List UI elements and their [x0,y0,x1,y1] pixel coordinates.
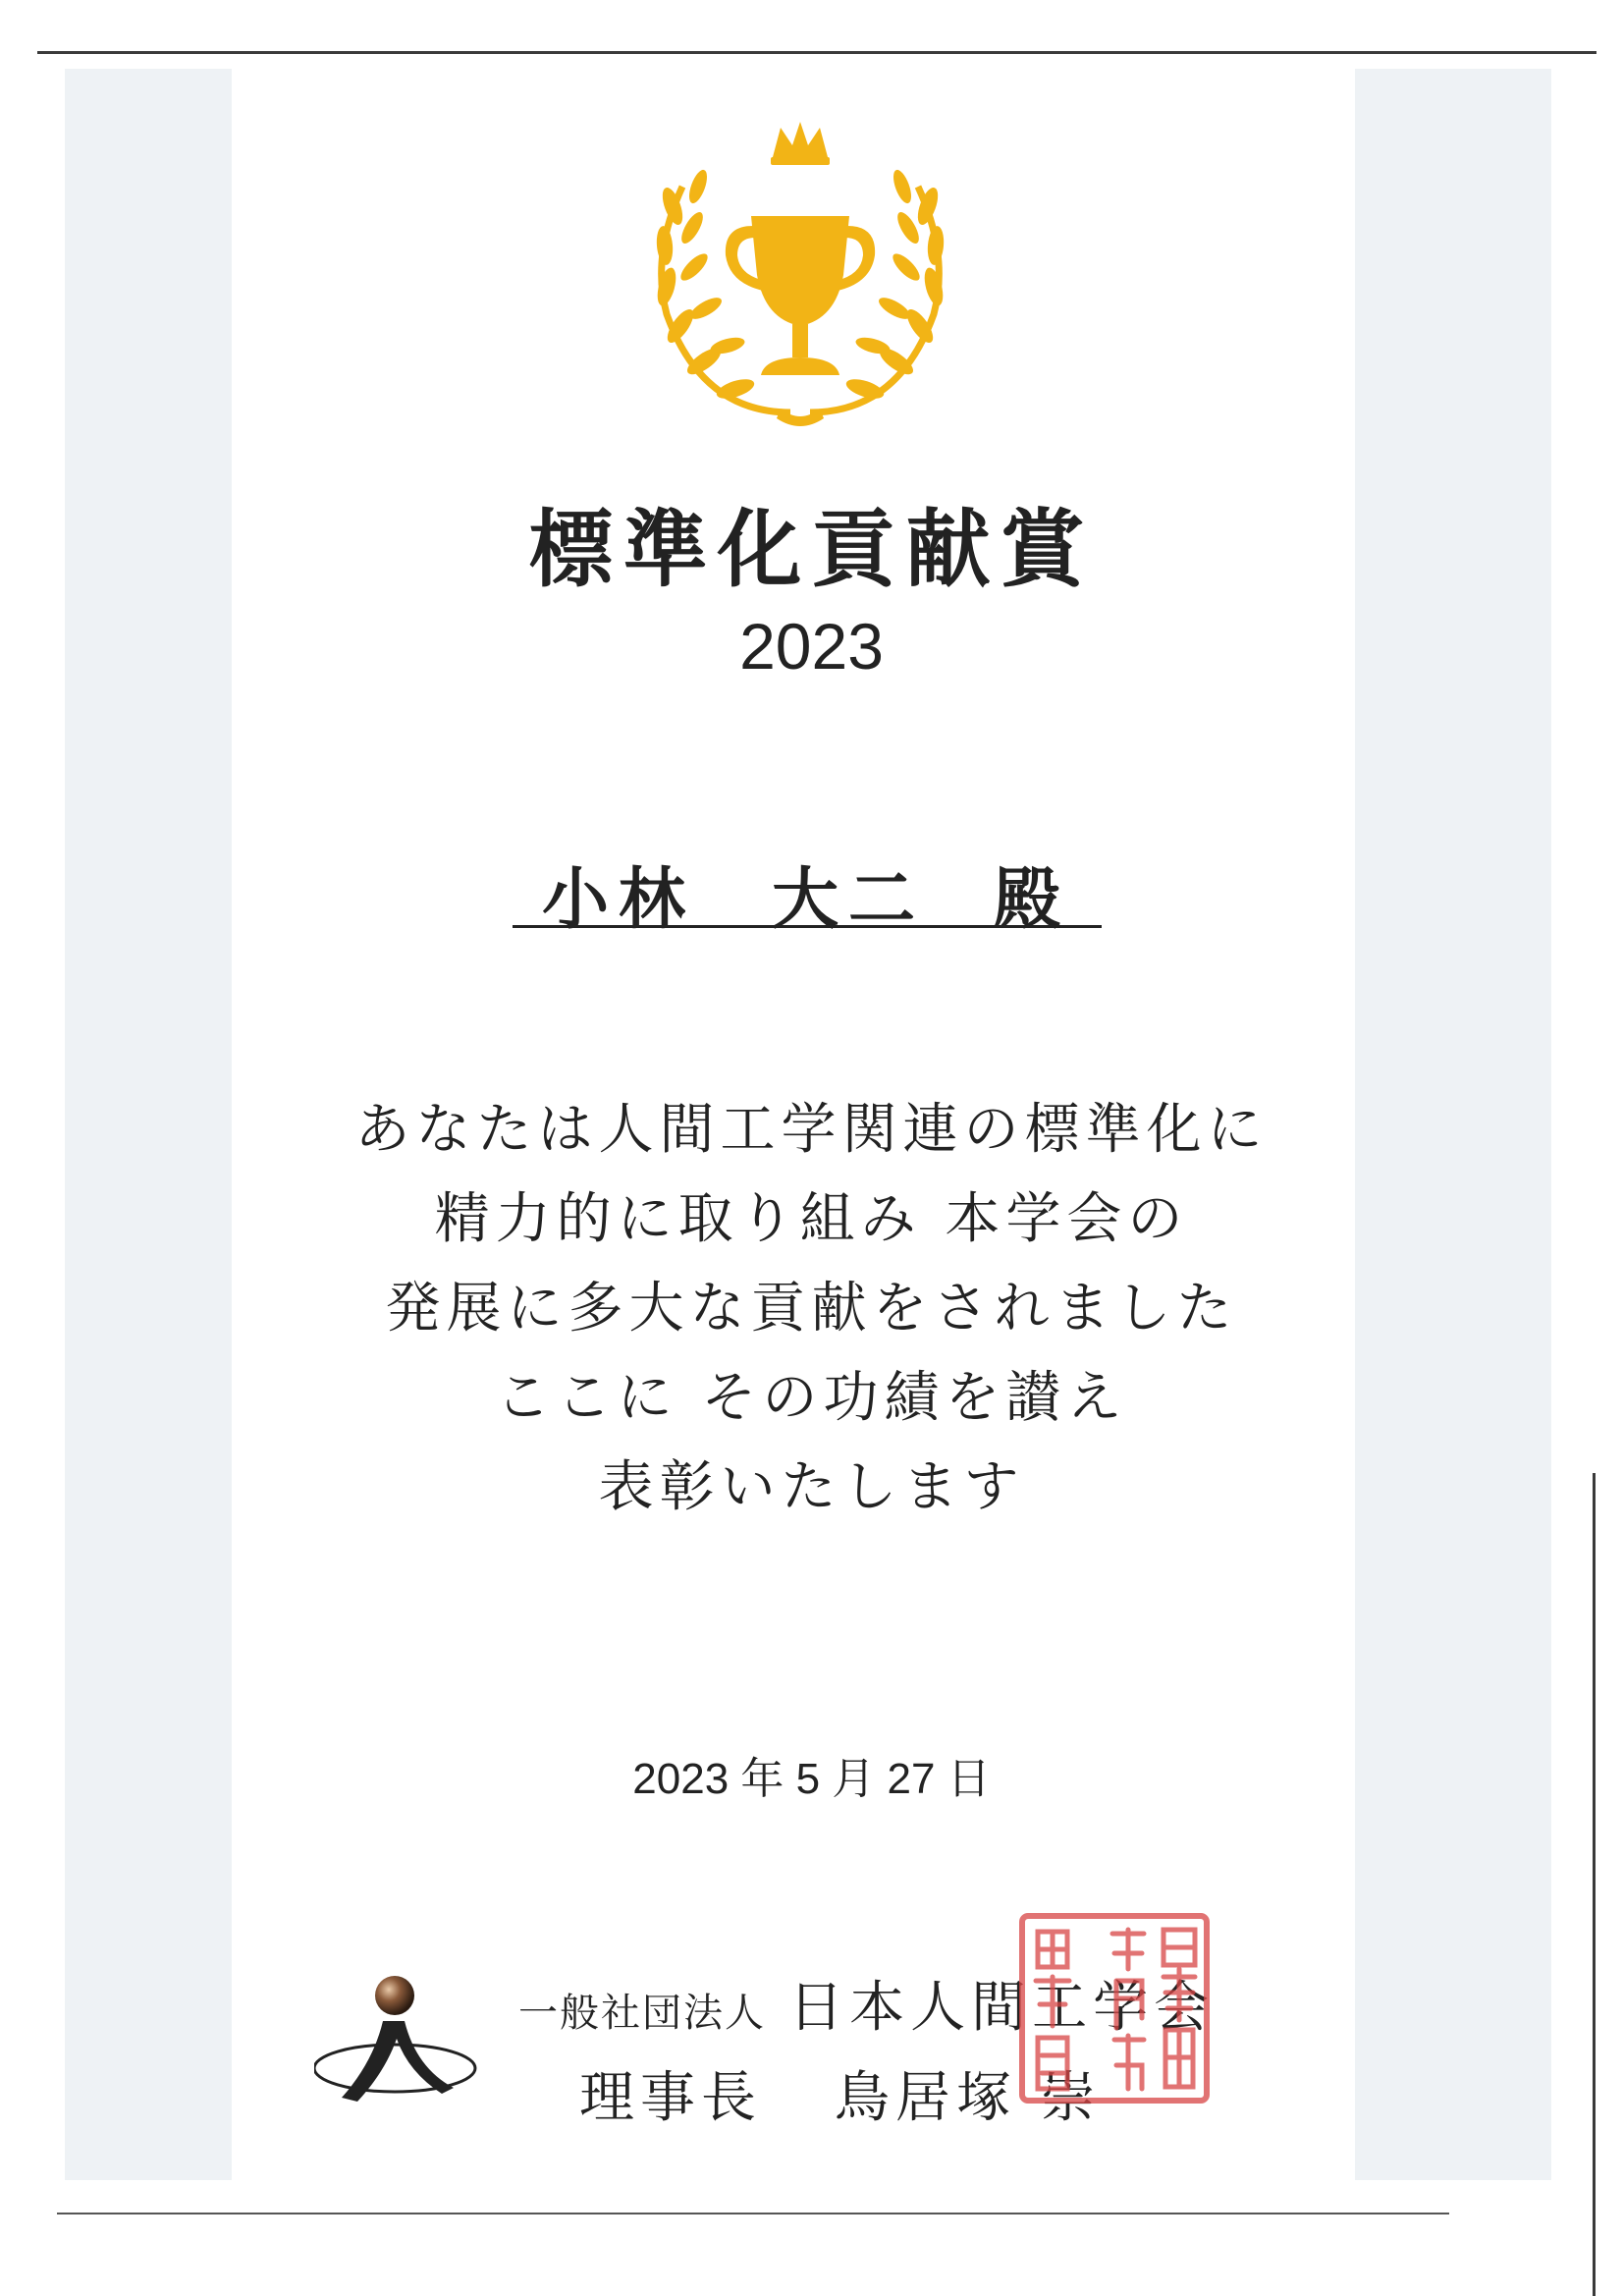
recipient-block [513,847,1102,939]
official-seal-stamp [1016,1910,1213,2106]
issuer-org-type: 一般社団法人 [518,1991,766,2036]
scan-border-right [1593,1473,1596,2296]
award-year: 2023 [739,610,884,683]
recipient-name: 小林 大二 [542,860,926,939]
issuer-role: 理事長 [579,2066,762,2130]
issuer-person: 鳥居塚 崇 [834,2066,1102,2130]
society-logo-icon [314,1974,491,2111]
citation-line: あなたは人間工学関連の標準化に [354,1098,1269,1162]
scan-border-bottom [57,2213,1449,2214]
citation-text [0,1085,1623,1532]
award-date: 2023 年 5 月 27 日 [632,1755,991,1803]
scan-border-top [37,51,1596,54]
issuer-org-name: 日本人間工学会 [788,1976,1216,2040]
citation-line: 表彰いたします [598,1455,1025,1519]
award-title: 標準化貢献賞 [528,500,1095,599]
trophy-laurel-crown-icon [643,118,957,442]
citation-line: 発展に多大な貢献をされました [385,1277,1238,1340]
citation-line: 精力的に取り組み 本学会の [434,1187,1189,1251]
recipient-honorific: 殿 [994,860,1061,939]
citation-line: ここに その功績を讃え [495,1366,1128,1430]
